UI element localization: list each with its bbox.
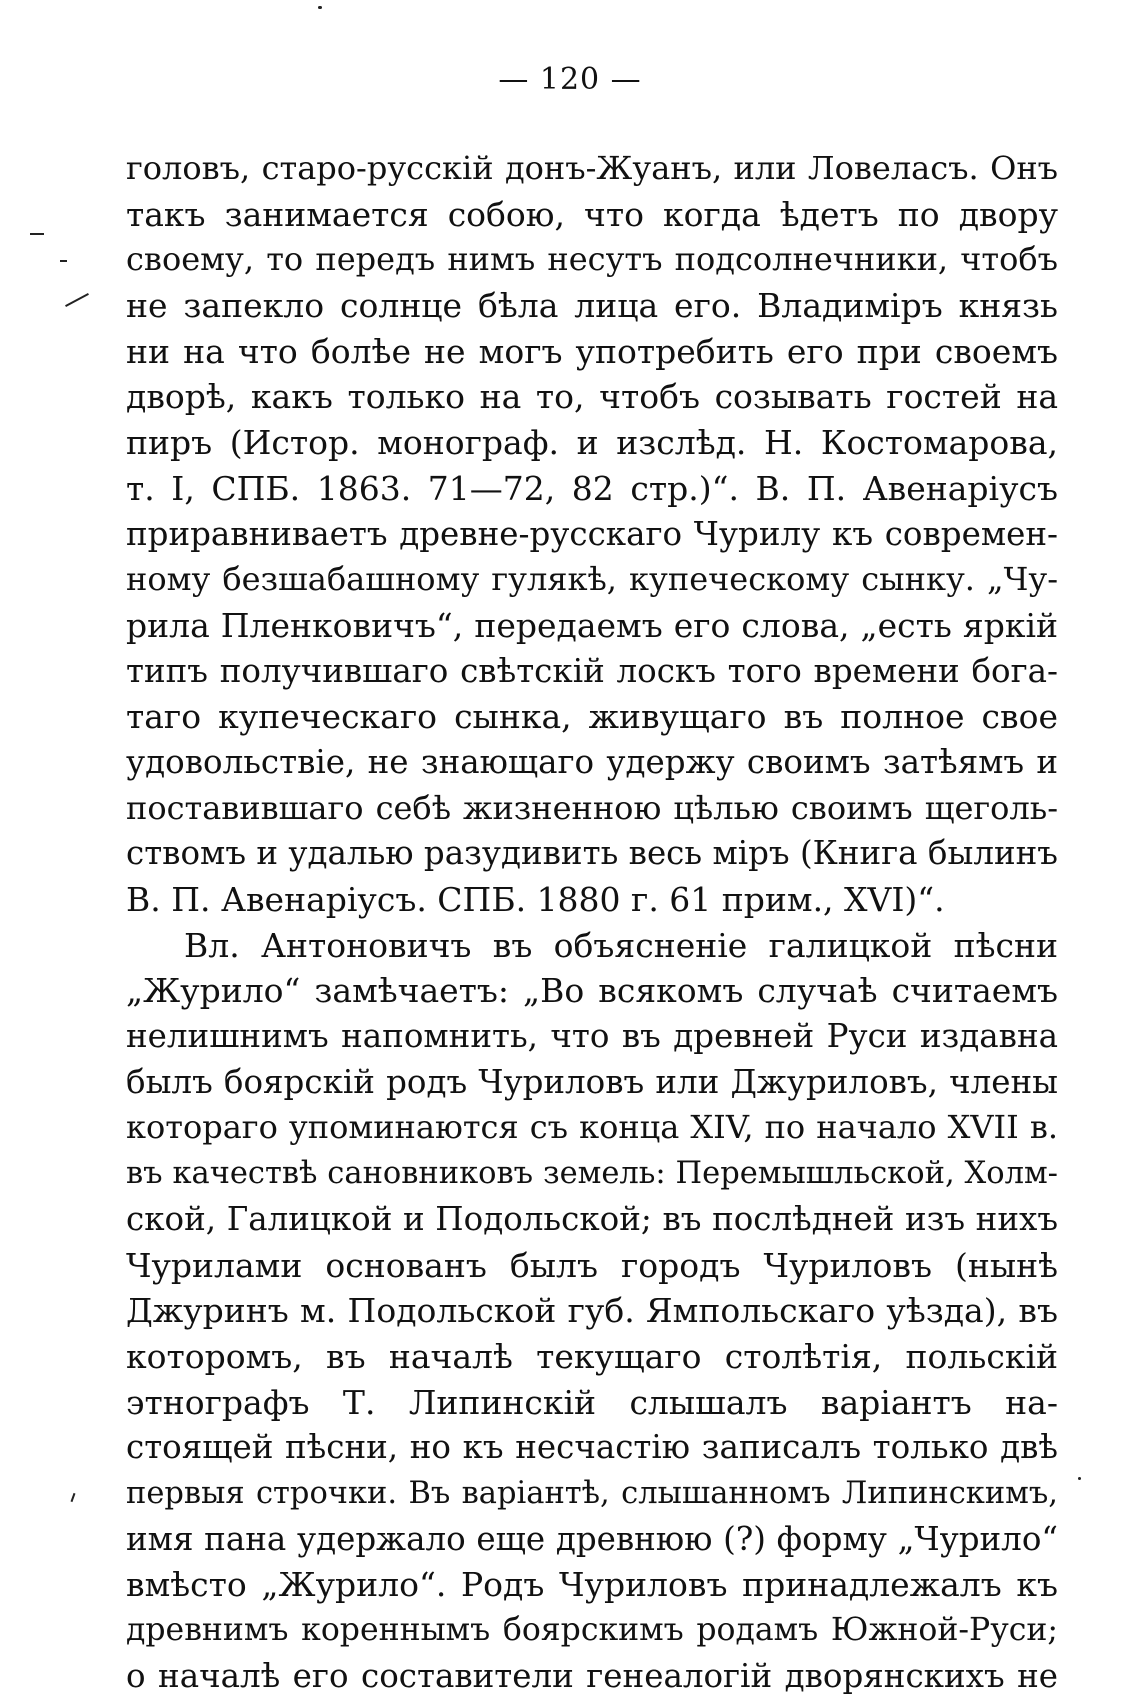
text-line: своему, то передъ нимъ несутъ подсолнечники, чтобъ — [126, 240, 1058, 279]
text-line: дворѣ, какъ только на то, чтобъ созывать гостей на — [126, 377, 1058, 417]
text-line: поставившаго себѣ жизненною цѣлью своимъ щеголь- — [126, 788, 1058, 827]
text-line: Чурилами основанъ былъ городъ Чуриловъ (нынѣ — [126, 1245, 1058, 1285]
margin-dash-mark — [30, 233, 44, 235]
text-line: стоящей пѣсни, но къ несчастію записалъ только двѣ — [126, 1428, 1058, 1467]
text-line: ному безшабашному гулякѣ, купеческому сынку. „Чу- — [126, 560, 1058, 599]
margin-dash-mark — [60, 260, 67, 262]
text-line: о началѣ его составители генеалогій дворянскихъ не — [126, 1656, 1058, 1695]
text-line: древнимъ кореннымъ боярскимъ родамъ Южной-Руси; — [126, 1612, 1058, 1648]
text-line: нелишнимъ напомнить, что въ древней Руси издавна — [126, 1017, 1058, 1056]
body-text — [126, 146, 1058, 1699]
paragraph-end-line: В. П. Авенаріусъ. СПБ. 1880 г. 61 прим., XVI)“. — [126, 880, 945, 919]
text-line: такъ занимается собою, что когда ѣдетъ по двору — [126, 194, 1058, 234]
ink-speck — [71, 1493, 76, 1502]
text-line: первыя строчки. Въ варіантѣ, слышанномъ Липинскимъ, — [126, 1475, 1058, 1511]
text-line: не запекло солнце бѣла лица его. Владиміръ князь — [126, 286, 1058, 326]
paragraph-start-line: Вл. Антоновичъ въ объясненіе галицкой пѣсни — [184, 925, 1058, 965]
text-line: Джуринъ м. Подольской губ. Ямпольскаго уѣзда), въ — [126, 1291, 1058, 1331]
text-line: удовольствіе, не знающаго удержу своимъ затѣямъ и — [126, 742, 1058, 781]
ink-speck — [318, 6, 322, 9]
margin-pencil-mark — [65, 293, 89, 307]
text-line: „Журило“ замѣчаетъ: „Во всякомъ случаѣ считаемъ — [126, 971, 1058, 1011]
text-line: былъ боярскій родъ Чуриловъ или Джуриловъ, члены — [126, 1062, 1058, 1101]
text-line: этнографъ Т. Липинскій слышалъ варіантъ на- — [126, 1382, 1058, 1422]
text-line: которомъ, въ началѣ текущаго столѣтія, польскій — [126, 1336, 1058, 1376]
text-line: т. I, СПБ. 1863. 71—72, 82 стр.)“. В. П. Авенаріусъ — [126, 468, 1058, 508]
text-line: типъ получившаго свѣтскій лоскъ того времени бога- — [126, 651, 1058, 690]
text-line: вмѣсто „Журило“. Родъ Чуриловъ принадлежалъ къ — [126, 1565, 1058, 1605]
text-line: пиръ (Истор. монограф. и изслѣд. Н. Костомарова, — [126, 423, 1058, 463]
text-line: ствомъ и удалью разудивить весь міръ (Книга былинъ — [126, 834, 1058, 873]
ink-speck — [1078, 1477, 1081, 1480]
text-line: имя пана удержало еще древнюю (?) форму „Чурило“ — [126, 1519, 1058, 1558]
page-number: — 120 — — [498, 62, 642, 97]
text-line: ской, Галицкой и Подольской; въ послѣдней изъ нихъ — [126, 1199, 1058, 1238]
text-line: котораго упоминаются съ конца XIV, по начало XVII в. — [126, 1108, 1058, 1147]
text-line: приравниваетъ древне-русскаго Чурилу къ современ- — [126, 514, 1058, 553]
text-line: таго купеческаго сынка, живущаго въ полное свое — [126, 697, 1058, 737]
text-line: головъ, старо-русскій донъ-Жуанъ, или Ловеласъ. Онъ — [126, 149, 1058, 187]
text-line: рила Пленковичъ“, передаемъ его слова, „есть яркій — [126, 605, 1058, 645]
text-line: въ качествѣ сановниковъ земель: Перемышльской, Холм- — [126, 1156, 1058, 1192]
text-line: ни на что болѣе не могъ употребить его при своемъ — [126, 331, 1058, 371]
